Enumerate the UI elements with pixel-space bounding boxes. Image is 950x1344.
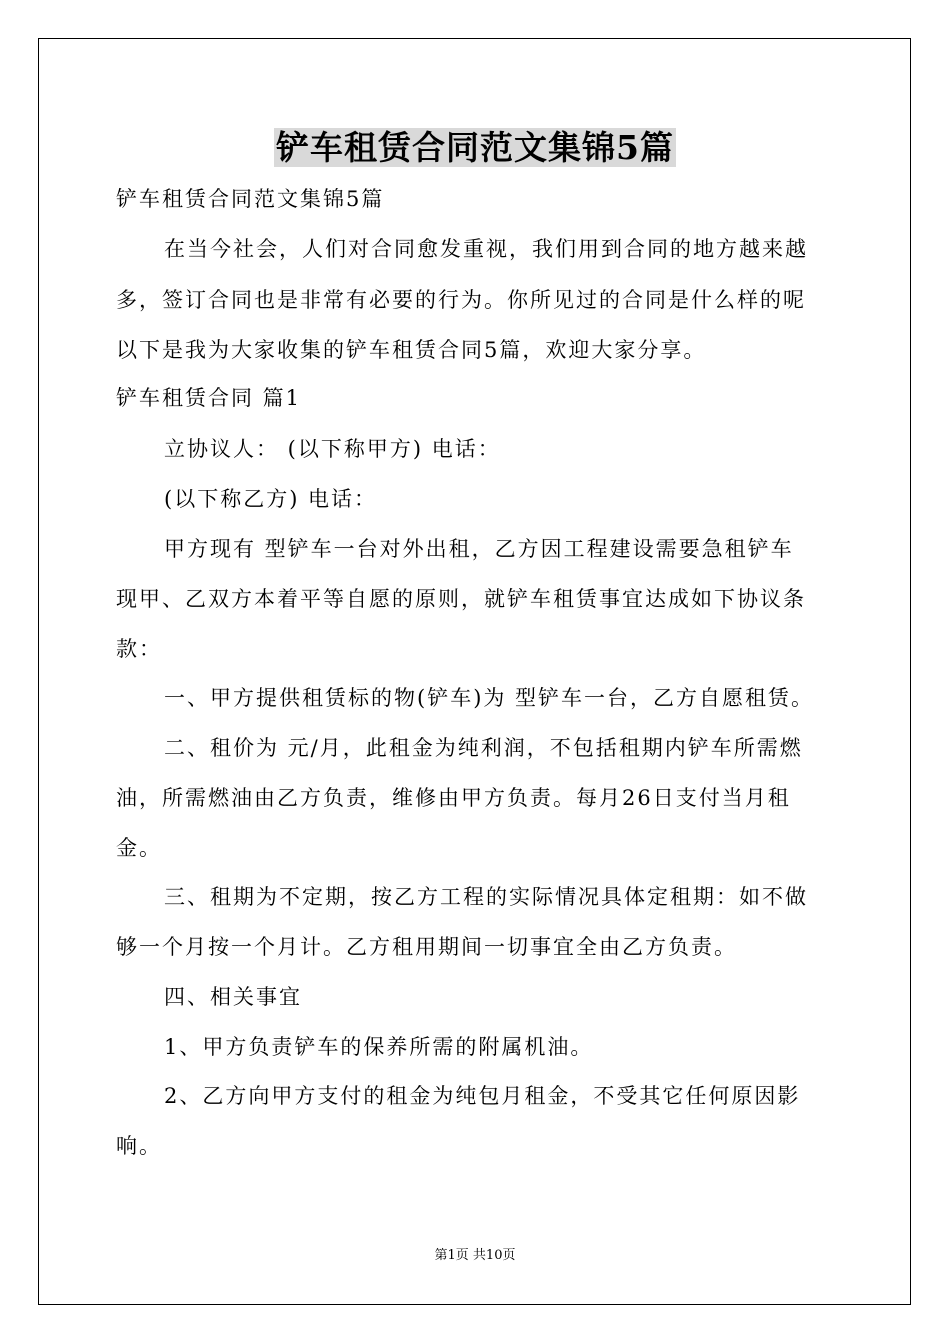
section-heading: 铲车租赁合同 篇1 [116,386,302,410]
paragraph-line: 立协议人： (以下称甲方) 电话： [164,437,501,461]
paragraph-line: (以下称乙方) 电话： [164,487,378,511]
paragraph-line: 甲方现有 型铲车一台对外出租，乙方因工程建设需要急租铲车 [164,537,794,561]
paragraph-line: 以下是我为大家收集的铲车租赁合同5篇，欢迎大家分享。 [116,338,707,362]
paragraph-line: 油，所需燃油由乙方负责，维修由甲方负责。每月26日支付当月租 [116,786,791,810]
paragraph-line: 在当今社会，人们对合同愈发重视，我们用到合同的地方越来越 [164,237,808,261]
document-title-text: 铲车租赁合同范文集锦5篇 [276,128,674,167]
document-title [0,126,950,170]
paragraph-line: 响。 [116,1134,162,1158]
subtitle-line: 铲车租赁合同范文集锦5篇 [116,187,385,211]
paragraph-line: 款： [116,637,162,661]
paragraph-line: 四、相关事宜 [164,985,302,1009]
page-border [38,38,911,1305]
paragraph-line: 三、租期为不定期，按乙方工程的实际情况具体定租期：如不做 [164,885,808,909]
page-footer: 第1页 共10页 [434,1248,516,1263]
paragraph-line: 多，签订合同也是非常有必要的行为。你所见过的合同是什么样的呢 [116,288,806,312]
paragraph-line: 一、甲方提供租赁标的物(铲车)为 型铲车一台，乙方自愿租赁。 [164,686,815,710]
paragraph-line: 2、乙方向甲方支付的租金为纯包月租金，不受其它任何原因影 [164,1084,801,1108]
paragraph-line: 现甲、乙双方本着平等自愿的原则，就铲车租赁事宜达成如下协议条 [116,587,806,611]
paragraph-line: 二、租价为 元/月，此租金为纯利润，不包括租期内铲车所需燃 [164,736,803,760]
paragraph-line: 金。 [116,836,162,860]
paragraph-line: 1、甲方负责铲车的保养所需的附属机油。 [164,1035,594,1059]
paragraph-line: 够一个月按一个月计。乙方租用期间一切事宜全由乙方负责。 [116,935,737,959]
